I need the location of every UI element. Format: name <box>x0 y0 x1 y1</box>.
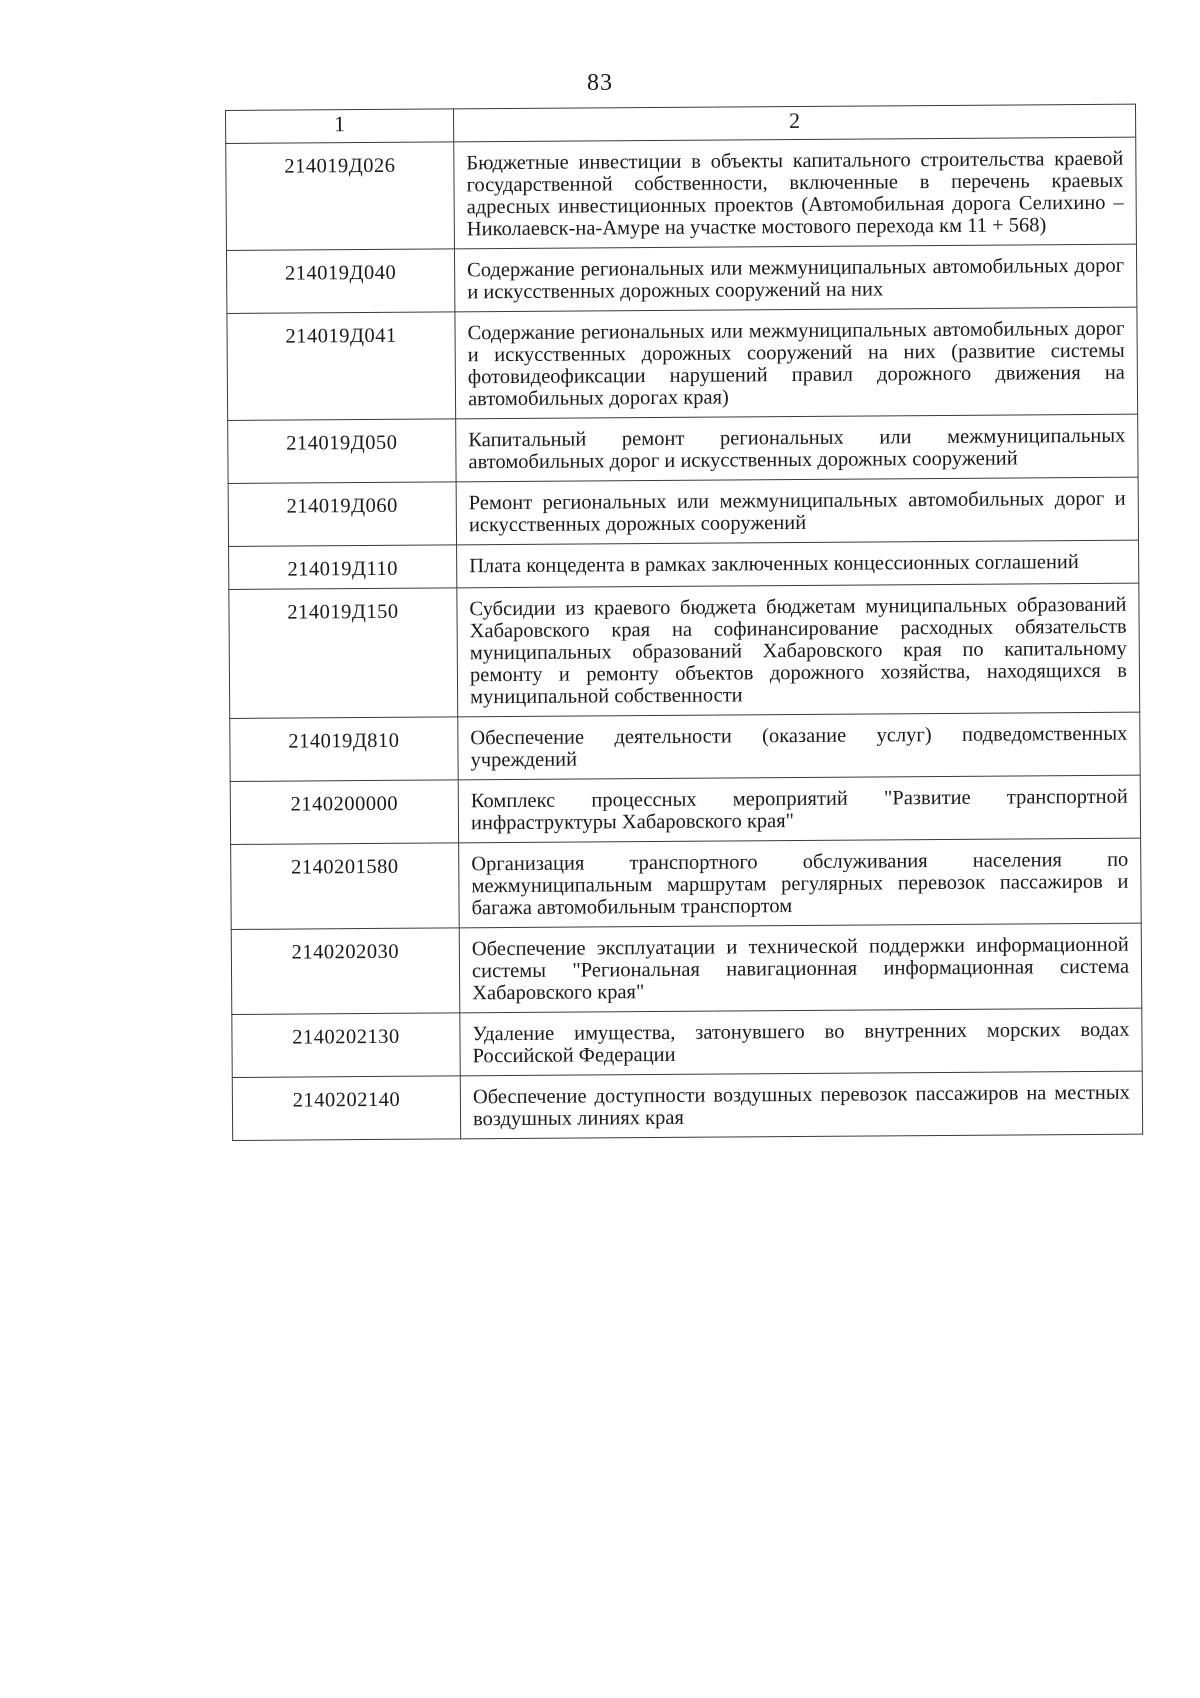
row-description: Обеспечение деятельности (оказание услуг) подведомственных учреждений <box>458 712 1140 780</box>
row-description: Ремонт региональных или межмуниципальных автомобильных дорог и искусственных дорожных сооружений <box>456 477 1138 545</box>
table-row <box>228 414 1138 483</box>
row-code: 2140201580 <box>231 843 460 930</box>
table-row <box>227 307 1138 420</box>
column-header-code: 1 <box>226 109 454 144</box>
table-row <box>228 477 1138 546</box>
table-row <box>226 244 1136 313</box>
table-row <box>230 775 1140 844</box>
row-description: Организация транспортного обслуживания населения по межмуниципальным маршрутам регулярных перевозок пассажиров и багажа автомобильным транспортом <box>459 838 1142 928</box>
row-description: Капитальный ремонт региональных или межмуниципальных автомобильных дорог и искусственных дорожных сооружений <box>456 414 1138 482</box>
row-description: Субсидии из краевого бюджета бюджетам муниципальных образований Хабаровского края на софинансирование расходных обязательств муниципальных образований Хабаровского края по капитальному ремонту и ремонту объектов дорожного хозяйства, находящихся в муниципальной собственности <box>457 583 1140 717</box>
table-row <box>229 540 1139 589</box>
row-description: Содержание региональных или межмуниципальных автомобильных дорог и искусственных дорожных сооружений на них (развитие системы фотовидеофиксации нарушений правил дорожного движения на автомобильных дорогах края) <box>455 307 1138 419</box>
row-code: 2140202140 <box>232 1076 460 1141</box>
row-code: 214019Д150 <box>229 588 458 719</box>
row-code: 2140202130 <box>232 1013 460 1078</box>
row-code: 2140200000 <box>230 780 458 845</box>
row-description: Обеспечение эксплуатации и технической поддержки информационной системы "Региональная навигационная информационная система Хабаровского края" <box>459 923 1142 1013</box>
classification-table <box>225 104 1143 1141</box>
row-code: 214019Д040 <box>226 249 454 314</box>
page-number: 83 <box>587 70 613 96</box>
row-code: 214019Д026 <box>226 142 455 251</box>
row-code: 214019Д050 <box>228 419 456 484</box>
row-description: Бюджетные инвестиции в объекты капитального строительства краевой государственной собственности, включенные в перечень краевых адресных инвестиционных проектов (Автомобильная дорога Селихино – Николаевск-на-Амуре на участке мостового перехода км 11 + 568) <box>454 137 1137 249</box>
table-row <box>232 1071 1142 1140</box>
row-description: Комплекс процессных мероприятий "Развитие транспортной инфраструктуры Хабаровского края" <box>458 775 1140 843</box>
row-description: Удаление имущества, затонувшего во внутренних морских водах Российской Федерации <box>460 1008 1142 1076</box>
table-row <box>226 137 1137 250</box>
table-row <box>231 838 1142 929</box>
row-code: 2140202030 <box>231 928 460 1015</box>
row-description: Плата концедента в рамках заключенных концессионных соглашений <box>457 540 1139 588</box>
table-row <box>229 583 1140 718</box>
table-row <box>231 923 1142 1014</box>
row-code: 214019Д810 <box>230 717 458 782</box>
row-description: Содержание региональных или межмуниципальных автомобильных дорог и искусственных дорожных сооружений на них <box>454 244 1136 312</box>
table-row <box>230 712 1140 781</box>
row-code: 214019Д110 <box>229 545 457 590</box>
classification-table-container <box>225 104 1142 1141</box>
table-row <box>232 1008 1142 1077</box>
row-code: 214019Д060 <box>228 482 456 547</box>
row-code: 214019Д041 <box>227 312 456 421</box>
column-header-description: 2 <box>453 104 1135 142</box>
row-description: Обеспечение доступности воздушных перевозок пассажиров на местных воздушных линиях края <box>460 1071 1142 1139</box>
